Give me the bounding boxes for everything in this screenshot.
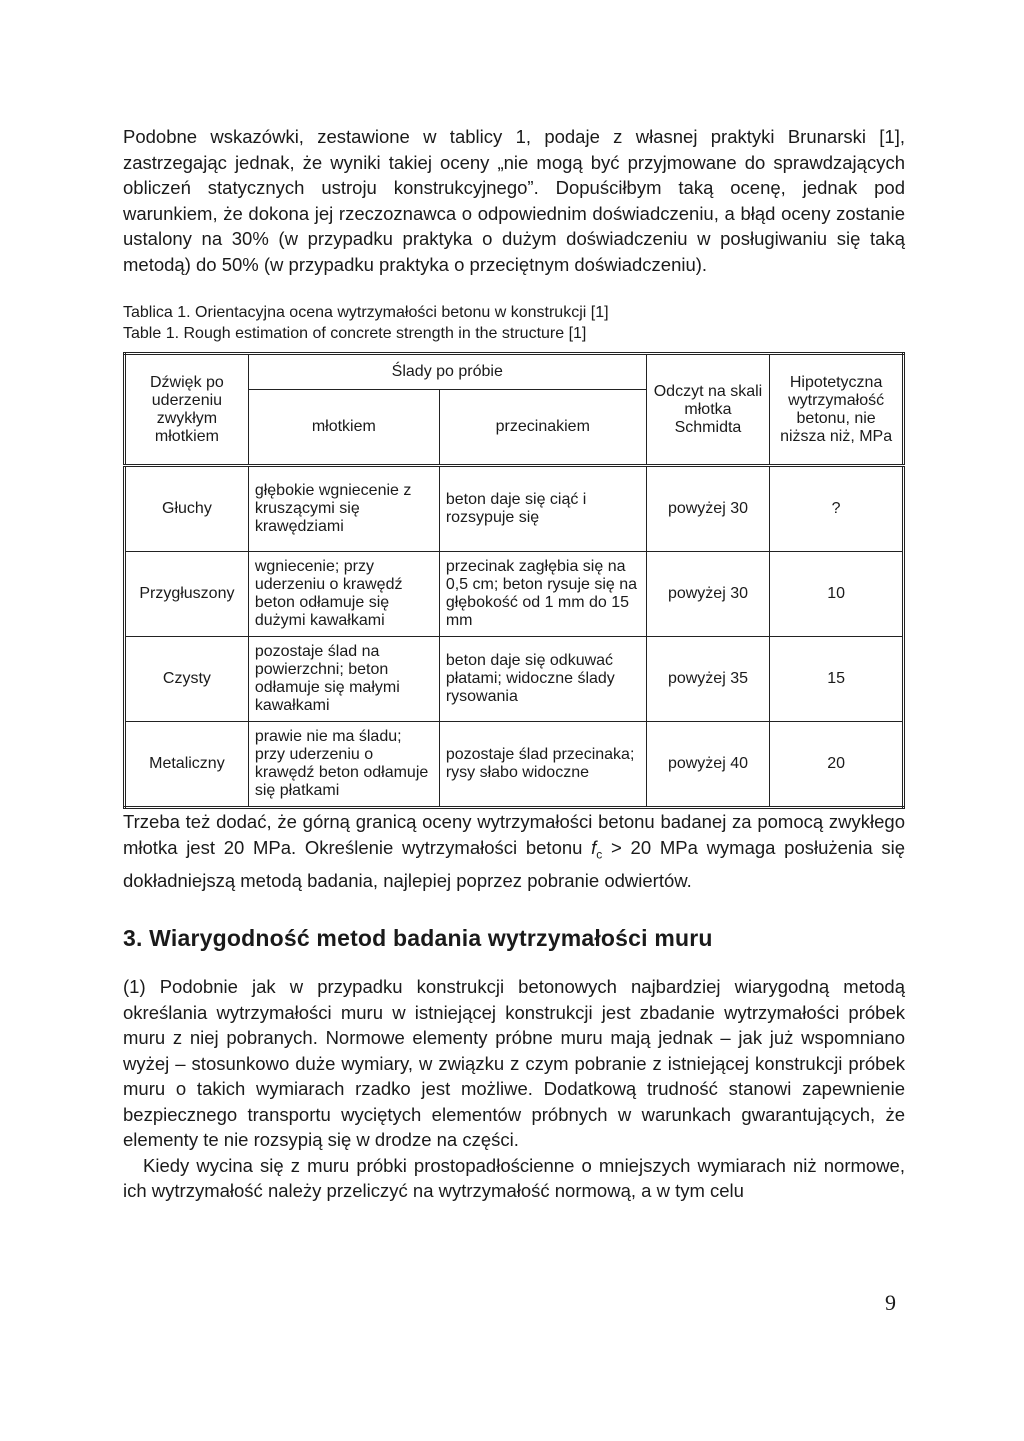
paragraph-4: Kiedy wycina się z muru próbki prostopadłościenne o mniejszych wymiarach niż normowe, ich wytrzymałość należy przeliczyć na wytrzymałość normową, a w tym celu <box>123 1154 905 1202</box>
cell-chisel: beton daje się ciąć i rozsypuje się <box>439 466 646 552</box>
cell-hammer: prawie nie ma śladu; przy uderzeniu o krawędź beton odłamuje się płatkami <box>248 722 439 808</box>
paragraph-2 <box>123 809 905 893</box>
cell-hammer: wgniecenie; przy uderzeniu o krawędź beton odłamuje się dużymi kawałkami <box>248 552 439 637</box>
paragraph-1: Podobne wskazówki, zestawione w tablicy 1, podaje z własnej praktyki Brunarski [1], zastrzegając jednak, że wyniki takiej oceny „nie mogą być przyjmowane do sprawdzających obliczeń statycznych ustroju konstrukcyjnego”. Dopuściłbym taką ocenę, jednak pod warunkiem, że dokona jej rzeczoznawca o odpowiednim doświadczeniu, a błąd oceny zostanie ustalony na 30% (w przypadku praktyka o dużym doświadczeniu w posługiwaniu się taką metodą) do 50% (w przypadku praktyka o przeciętnym doświadczeniu). <box>123 126 905 275</box>
header-traces: Ślady po próbie <box>248 354 646 390</box>
table-captions <box>123 302 905 344</box>
cell-hammer: pozostaje ślad na powierzchni; beton odłamuje się małymi kawałkami <box>248 637 439 722</box>
caption-english: Table 1. Rough estimation of concrete strength in the structure [1] <box>123 325 587 342</box>
cell-hammer: głębokie wgniecenie z kruszącymi się krawędziami <box>248 466 439 552</box>
header-sound: Dźwięk po uderzeniu zwykłym młotkiem <box>125 354 249 466</box>
cell-strength: ? <box>770 466 904 552</box>
cell-strength: 15 <box>770 637 904 722</box>
cell-sound: Metaliczny <box>125 722 249 808</box>
table-row <box>125 466 904 552</box>
cell-chisel: przecinak zagłębia się na 0,5 cm; beton rysuje się na głębokość od 1 mm do 15 mm <box>439 552 646 637</box>
strength-estimation-table <box>123 352 905 809</box>
cell-reading: powyżej 30 <box>646 466 770 552</box>
table-row <box>125 637 904 722</box>
symbol-subscript-c: c <box>596 847 603 862</box>
paragraph-2-end: > 20 MPa wymaga posłużenia się dokładniejszą metodą badania, najlepiej poprzez pobranie odwiertów. <box>123 836 905 891</box>
header-schmidt-reading: Odczyt na skali młotka Schmidta <box>646 354 770 466</box>
page-number: 9 <box>885 1290 896 1315</box>
section-heading: 3. Wiarygodność metod badania wytrzymałości muru <box>123 925 713 952</box>
page-content <box>123 124 905 1204</box>
cell-reading: powyżej 40 <box>646 722 770 808</box>
cell-chisel: pozostaje ślad przecinaka; rysy słabo widoczne <box>439 722 646 808</box>
header-hammer: młotkiem <box>248 390 439 466</box>
cell-reading: powyżej 35 <box>646 637 770 722</box>
cell-strength: 20 <box>770 722 904 808</box>
cell-reading: powyżej 30 <box>646 552 770 637</box>
cell-sound: Czysty <box>125 637 249 722</box>
caption-polish: Tablica 1. Orientacyjna ocena wytrzymałości betonu w konstrukcji [1] <box>123 304 609 321</box>
cell-sound: Głuchy <box>125 466 249 552</box>
paragraph-2-start: Trzeba też dodać, że górną granicą oceny wytrzymałości betonu badanej za pomocą zwykłego młotka jest 20 MPa. Określenie wytrzymałości betonu <box>123 811 905 858</box>
cell-sound: Przygłuszony <box>125 552 249 637</box>
header-chisel: przecinakiem <box>439 390 646 466</box>
cell-chisel: beton daje się odkuwać płatami; widoczne ślady rysowania <box>439 637 646 722</box>
header-hypothetical-strength: Hipotetyczna wytrzymałość betonu, nie niższa niż, MPa <box>770 354 904 466</box>
table-row <box>125 552 904 637</box>
cell-strength: 10 <box>770 552 904 637</box>
symbol-f: f <box>591 836 597 858</box>
table-row <box>125 722 904 808</box>
paragraph-3: (1) Podobnie jak w przypadku konstrukcji betonowych najbardziej wiarygodną metodą określania wytrzymałości muru w istniejącej konstrukcji jest zbadanie wytrzymałości próbek muru z niej pobranych. Normowe elementy próbne muru mają jednak – jak już wspomniano wyżej – stosunkowo duże wymiary, w związku z czym pobranie z istniejącej konstrukcji próbek muru o takich wymiarach rzadko jest możliwe. Dodatkową trudność stanowi zapewnienie bezpiecznego transportu wyciętych elementów próbnych w warunkach gwarantujących, że elementy te nie rozsypią się w drodze na części. <box>123 976 905 1151</box>
